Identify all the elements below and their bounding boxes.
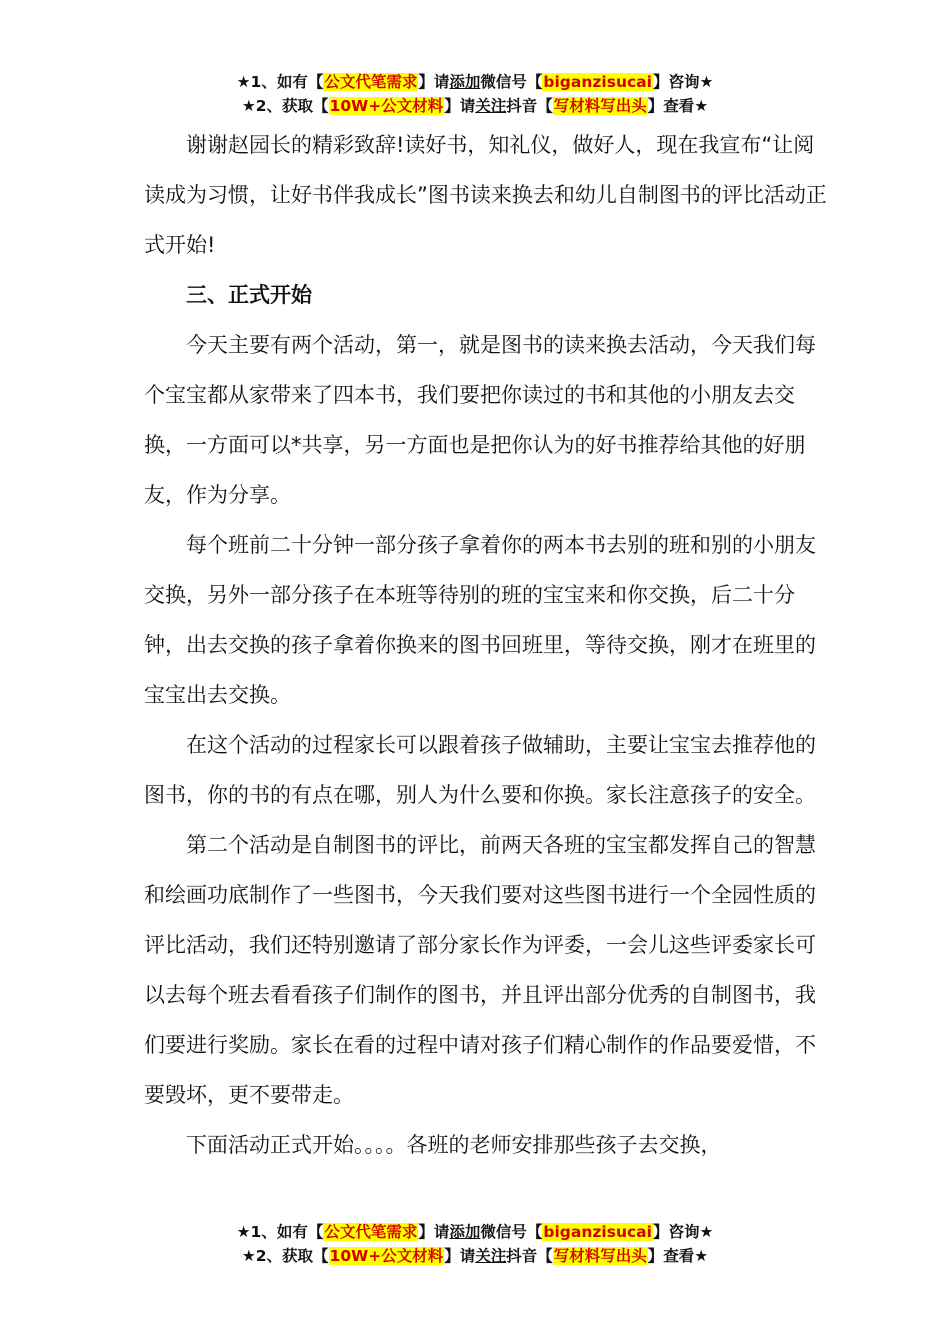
banner-line2-prefix: ★2、获取【	[241, 97, 329, 115]
banner-line-2	[0, 94, 950, 118]
paragraph-parent-role: 在这个活动的过程家长可以跟着孩子做辅助，主要让宝宝去推荐他的图书，你的书的有点在哪，别人为什么要和你换。家长注意孩子的安全。	[144, 733, 816, 807]
banner-line1-underlined: 添加	[449, 73, 481, 91]
banner-line2-mid2: 抖音【	[506, 97, 553, 115]
footer-line2-underlined: 关注	[475, 1247, 507, 1265]
paragraph-start: 下面活动正式开始。。。。各班的老师安排那些孩子去交换，	[186, 1133, 722, 1157]
footer-line-1	[0, 1220, 950, 1244]
banner-line2-mid: 】请	[444, 97, 476, 115]
paragraph-activity-one: 今天主要有两个活动，第一，就是图书的读来换去活动，今天我们每个宝宝都从家带来了四本书，我们要把你读过的书和其他的小朋友去交换，一方面可以*共享，另一方面也是把你认为的好书推荐给其他的好朋友，作为分享。	[144, 333, 816, 507]
footer-line2-highlight-materials: 10W+公文材料	[329, 1247, 444, 1265]
banner-line1-suffix: 】咨询★	[652, 73, 714, 91]
footer-line1-highlight-wechat: biganzisucai	[543, 1223, 652, 1241]
footer-banner	[0, 1220, 950, 1268]
header-banner	[0, 70, 950, 118]
banner-line1-prefix: ★1、如有【	[236, 73, 324, 91]
banner-line-1	[0, 70, 950, 94]
banner-line1-mid2: 微信号【	[480, 73, 543, 91]
banner-line1-highlight-wechat: biganzisucai	[543, 73, 652, 91]
banner-line2-highlight-douyin: 写材料写出头	[553, 97, 647, 115]
section-heading: 三、正式开始	[186, 283, 312, 307]
footer-line1-highlight-service: 公文代笔需求	[324, 1223, 418, 1241]
footer-line1-mid2: 微信号【	[480, 1223, 543, 1241]
footer-line1-underlined: 添加	[449, 1223, 481, 1241]
banner-line1-highlight-service: 公文代笔需求	[324, 73, 418, 91]
banner-line2-underlined: 关注	[475, 97, 507, 115]
footer-line1-mid: 】请	[418, 1223, 450, 1241]
document-body	[144, 120, 834, 1170]
footer-line2-highlight-douyin: 写材料写出头	[553, 1247, 647, 1265]
footer-line2-prefix: ★2、获取【	[241, 1247, 329, 1265]
banner-line1-mid: 】请	[418, 73, 450, 91]
footer-line2-suffix: 】查看★	[647, 1247, 709, 1265]
footer-line2-mid: 】请	[444, 1247, 476, 1265]
paragraph-activity-two: 第二个活动是自制图书的评比，前两天各班的宝宝都发挥自己的智慧和绘画功底制作了一些图书，今天我们要对这些图书进行一个全园性质的评比活动，我们还特别邀请了部分家长作为评委，一会儿这些评委家长可以去每个班去看看孩子们制作的图书，并且评出部分优秀的自制图书，我们要进行奖励。家长在看的过程中请对孩子们精心制作的作品要爱惜，不要毁坏，更不要带走。	[144, 833, 816, 1107]
footer-line1-prefix: ★1、如有【	[236, 1223, 324, 1241]
footer-line-2	[0, 1244, 950, 1268]
paragraph-exchange-schedule: 每个班前二十分钟一部分孩子拿着你的两本书去别的班和别的小朋友交换，另外一部分孩子在本班等待别的班的宝宝来和你交换，后二十分钟，出去交换的孩子拿着你换来的图书回班里，等待交换，刚才在班里的宝宝出去交换。	[144, 533, 816, 707]
footer-line1-suffix: 】咨询★	[652, 1223, 714, 1241]
banner-line2-highlight-materials: 10W+公文材料	[329, 97, 444, 115]
paragraph-announcement: 谢谢赵园长的精彩致辞!读好书，知礼仪，做好人，现在我宣布“让阅读成为习惯，让好书伴我成长”图书读来换去和幼儿自制图书的评比活动正式开始!	[144, 133, 827, 257]
banner-line2-suffix: 】查看★	[647, 97, 709, 115]
footer-line2-mid2: 抖音【	[506, 1247, 553, 1265]
